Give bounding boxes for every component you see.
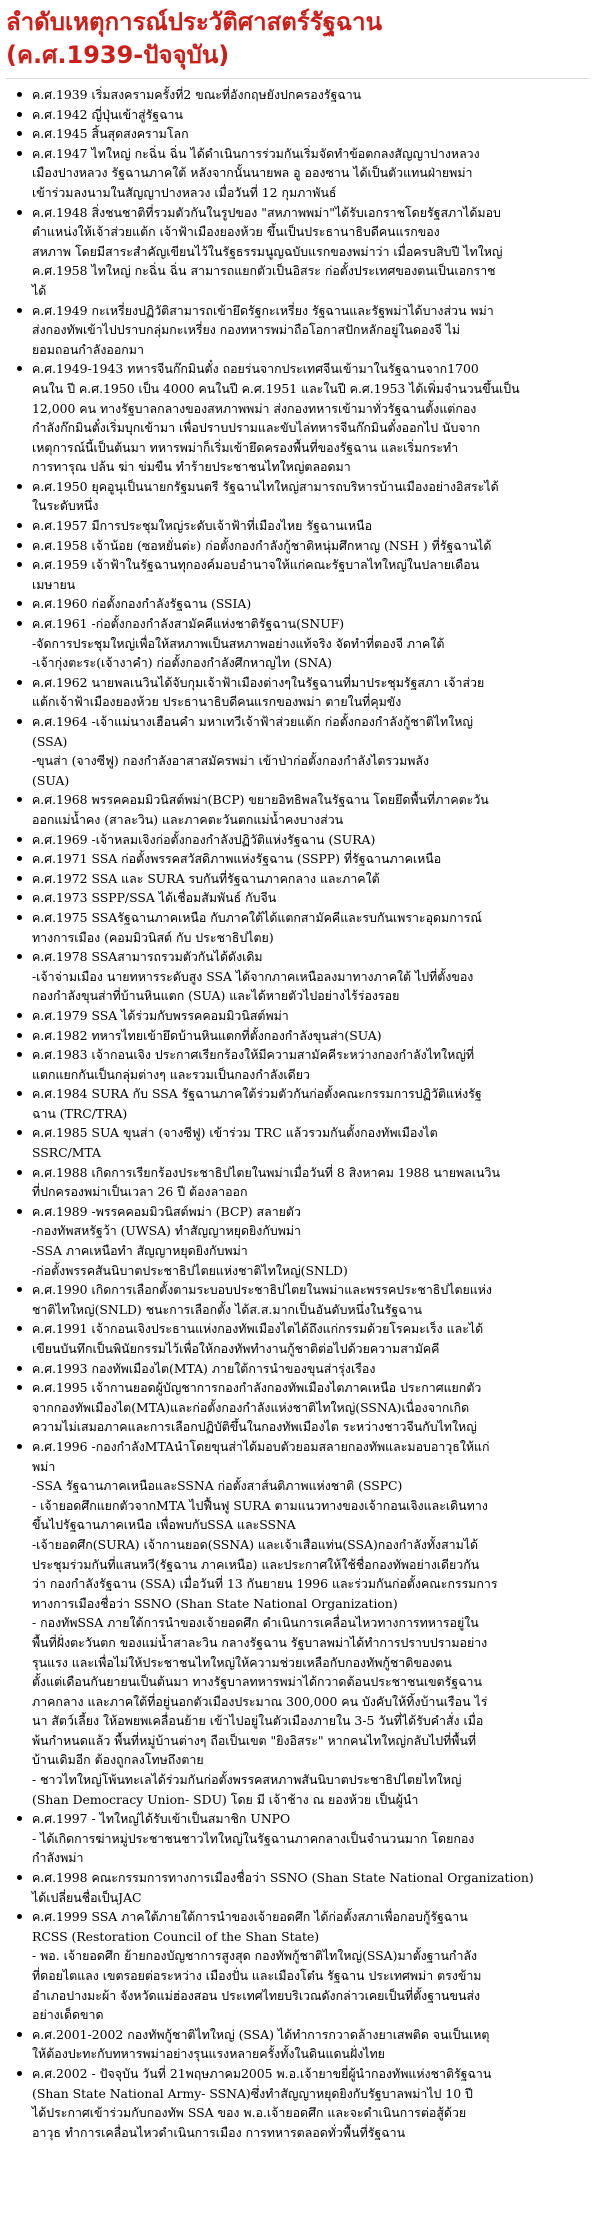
- event-text-line: ค.ศ.1960 ก่อตั้งกองกำลังรัฐฉาน (SSIA): [32, 596, 252, 612]
- event-item: [32, 359, 589, 477]
- event-text-line: เหตุการณ์นี้เป็นต้นมา ทหารพม่าก็เริ่มเข้ายึดครองพื้นที่ของรัฐฉาน และเริ่มกระทำ: [32, 439, 459, 455]
- event-item: [32, 1163, 589, 1202]
- event-text-line: -ก่อตั้งพรรคสันนิบาตประชาธิปไตยแห่งชาติไทใหญ่(SNLD): [32, 1262, 348, 1278]
- bullet-icon: [17, 484, 22, 489]
- event-text-line: ได้เปลี่ยนชื่อเป็นJAC: [32, 1889, 142, 1905]
- event-text-line: ค.ศ.1988 เกิดการเรียกร้องประชาธิปไตยในพม่าเมื่อวันที่ 8 สิงหาคม 1988 นายพลเนวิน: [32, 1164, 500, 1180]
- bullet-icon: [17, 562, 22, 567]
- title-divider: [6, 78, 589, 79]
- bullet-icon: [17, 523, 22, 528]
- event-item: [32, 536, 589, 556]
- bullet-icon: [17, 895, 22, 900]
- event-text-line: ค.ศ.1993 กองทัพเมืองไต(MTA) ภายใต้การนำของขุนส่ารุ่งเรือง: [32, 1360, 376, 1376]
- event-text-line: ขึ้นไปรัฐฉานภาคเหนือ เพื่อพบกับSSA และSSNA: [32, 1517, 296, 1533]
- bullet-icon: [17, 1209, 22, 1214]
- event-text-line: -กองทัพสหรัฐว้า (UWSA) ทำสัญญาหยุดยิงกับพม่า: [32, 1223, 302, 1239]
- event-item: [32, 1006, 589, 1026]
- event-item: [32, 105, 589, 125]
- event-item: [32, 947, 589, 1006]
- event-text-line: -เจ้ายอดศึก(SURA) เจ้ากานยอด(SSNA) และเจ้าเสือแท่น(SSA)กองกำลังทั้งสามได้: [32, 1536, 479, 1552]
- event-text-line: -SSA รัฐฉานภาคเหนือและSSNA ก่อตั้งสาส์นติภาพแห่งชาติ (SSPC): [32, 1478, 403, 1494]
- event-item: [32, 85, 589, 105]
- event-text-line: ให้ต้องปะทะกับทหารพม่าอย่างรุนแรงหลายครั้งทั้งในดินแดนฝั่งไทย: [32, 2046, 385, 2062]
- event-text-line: ค.ศ.1959 เจ้าฟ้าในรัฐฉานทุกองค์มอบอำนาจให้แก่คณะรัฐบาลไทใหญ่ในปลายเดือน: [32, 557, 480, 573]
- event-text-line: ส่งกองทัพเข้าไปปราบกลุ่มกะเหรี่ยง กองทหารพม่าถือโอกาสปักหลักอยู่ในดองจี ไม่: [32, 322, 461, 338]
- bullet-icon: [17, 876, 22, 881]
- event-text-line: ทางการเมืองชื่อว่า SSNO (Shan State National Organization): [32, 1595, 398, 1611]
- event-text-line: -SSA ภาคเหนือทำ สัญญาหยุดยิงกับพม่า: [32, 1243, 248, 1259]
- bullet-icon: [17, 1444, 22, 1449]
- bullet-icon: [17, 1170, 22, 1175]
- event-item: [32, 1045, 589, 1084]
- event-text-line: ค.ศ.1958 ไทใหญ่ กะฉิ่น ฉิ่น สามารถแยกตัวเป็นอิสระ ก่อตั้งประเทศของตนเป็นเอกราช: [32, 263, 496, 279]
- bullet-icon: [17, 797, 22, 802]
- event-text-line: ได้ประกาศเข้าร่วมกับกองทัพ SSA ของ พ.อ.เจ้ายอดศึก และจะดำเนินการต่อสู้ด้วย: [32, 2105, 467, 2121]
- bullet-icon: [17, 1013, 22, 1018]
- event-text-line: ค.ศ.1968 พรรคคอมมิวนิสต์พม่า(BCP) ขยายอิทธิพลในรัฐฉาน โดยยึดพื้นที่ภาคตะวัน: [32, 792, 489, 808]
- event-text-line: - เจ้ายอดศึกแยกตัวจากMTA ไปฟื้นฟู SURA ตามแนวทางของเจ้ากอนเจิงและเดินทาง: [32, 1497, 488, 1513]
- bullet-icon: [17, 112, 22, 117]
- event-text-line: ค.ศ.1999 SSA ภาคใต้ภายใต้การนำของเจ้ายอดศึก ได้ก่อตั้งสภาเพื่อกอบกู้รัฐฉาน: [32, 1909, 468, 1925]
- event-item: [32, 790, 589, 829]
- event-text-line: ค.ศ.1989 -พรรคคอมมิวนิสต์พม่า (BCP) สลายตัว: [32, 1203, 301, 1219]
- event-text-line: ค.ศ.1957 มีการประชุมใหญ่ระดับเจ้าฟ้าที่เมืองไหย รัฐฉานเหนือ: [32, 518, 373, 534]
- event-item: [32, 1907, 589, 2025]
- bullet-icon: [17, 1914, 22, 1919]
- event-text-line: ค.ศ.1990 เกิดการเลือกตั้งตามระบอบประชาธิปไตยในพม่าและพรรคประชาธิปไตยแห่ง: [32, 1282, 492, 1298]
- event-text-line: ค.ศ.1995 เจ้ากานยอดผู้บัญชาการกองกำลังกองทัพเมืองไตภาคเหนือ ประกาศแยกตัว: [32, 1380, 482, 1396]
- event-text-line: บ้านเดิมอีก ต้องถูกลงโทษถึงตาย: [32, 1752, 204, 1768]
- event-item: [32, 1359, 589, 1379]
- event-text-line: - ชาวไทใหญ่โพ้นทะเลได้ร่วมกันก่อตั้งพรรคสหภาพสันนิบาตประชาธิปไตยไทใหญ่: [32, 1772, 462, 1788]
- bullet-icon: [17, 1287, 22, 1292]
- event-item: [32, 144, 589, 203]
- event-text-line: ที่ดอยไตแลง เขตรอยต่อระหว่าง เมืองปั่น และเมืองโต๋น รัฐฉาน ประเทศพม่า ตรงข้าม: [32, 1968, 482, 1983]
- event-text-line: อาวุธ ทำการเคลื่อนไหวดำเนินการเมือง การทหารตลอดทั่วพื้นที่รัฐฉาน: [32, 2124, 406, 2140]
- bullet-icon: [17, 601, 22, 606]
- bullet-icon: [17, 1816, 22, 1821]
- event-item: [32, 673, 589, 712]
- event-item: [32, 849, 589, 869]
- bullet-icon: [17, 1326, 22, 1331]
- event-text-line: ค.ศ.1984 SURA กับ SSA รัฐฉานภาคใต้ร่วมตัวกันก่อตั้งคณะกรรมการปฏิวัติแห่งรัฐ: [32, 1086, 482, 1102]
- event-text-line: ที่ปกครองพม่าเป็นเวลา 26 ปี ต้องลาออก: [32, 1184, 248, 1200]
- event-item: [32, 1084, 589, 1123]
- event-item: [32, 1809, 589, 1868]
- event-text-line: ตำแหน่งให้เจ้าส่วยแต้ก เจ้าฟ้าเมืองยองห้วย ขึ้นเป็นประธานาธิบดีคนแรกของ: [32, 224, 440, 240]
- event-text-line: อย่างเด็ดขาด: [32, 2007, 104, 2023]
- bullet-icon: [17, 2071, 22, 2076]
- event-item: [32, 908, 589, 947]
- event-item: [32, 516, 589, 536]
- page-title: [6, 6, 589, 72]
- event-text-line: เข้าร่วมลงนามในสัญญาปางหลวง เมื่อวันที่ 12 กุมภาพันธ์: [32, 184, 337, 200]
- bullet-icon: [17, 680, 22, 685]
- title-line: ลำดับเหตุการณ์ประวัติศาสตร์รัฐฉาน: [6, 8, 383, 36]
- event-item: [32, 1868, 589, 1907]
- bullet-icon: [17, 837, 22, 842]
- event-item: [32, 1378, 589, 1437]
- bullet-icon: [17, 1875, 22, 1880]
- event-text-line: ค.ศ.2002 - ปัจจุบัน วันที่ 21พฤษภาคม2005 พ.อ.เจ้ายาขยี่ผู้นำกองทัพแห่งชาติรัฐฉาน: [32, 2065, 492, 2081]
- event-text-line: คนใน ปี ค.ศ.1950 เป็น 4000 คนในปี ค.ศ.1951 และในปี ค.ศ.1953 ได้เพิ่มจำนวนขึ้นเป็น: [32, 380, 520, 396]
- event-item: [32, 2064, 589, 2142]
- event-text-line: ค.ศ.1950 ยุคอูนุเป็นนายกรัฐมนตรี รัฐฉานไทใหญ่สามารถบริหารบ้านเมืองอย่างอิสระได้: [32, 478, 499, 494]
- event-text-line: ค.ศ.1962 นายพลเนวินได้จับกุมเจ้าฟ้าเมืองต่างๆในรัฐฉานที่มาประชุมรัฐสภา เจ้าส่วย: [32, 674, 485, 690]
- event-item: [32, 1123, 589, 1162]
- event-text-line: - กองทัพSSA ภายใต้การนำของเจ้ายอดศึก ดำเนินการเคลื่อนไหวทางการทหารอยู่ใน: [32, 1615, 479, 1631]
- event-text-line: แตกแยกกันเป็นกลุ่มต่างๆ และรวมเป็นกองกำลังเดียว: [32, 1066, 310, 1082]
- event-text-line: การทารุณ ปล้น ฆ่า ข่มขืน ทำร้ายประชาชนไทใหญ่ตลอดมา: [32, 459, 351, 475]
- event-text-line: 12,000 คน ทางรัฐบาลกลางของสหภาพพม่า ส่งกองทหารเข้ามาทั่วรัฐฉานตั้งแต่กอง: [32, 400, 477, 416]
- event-text-line: เขียนบันทึกเป็นพินัยกรรมไว้เพื่อให้กองทัพทำงานกู้ชาติต่อไปด้วยความสามัคคี: [32, 1341, 440, 1356]
- event-text-line: ค.ศ.1945 สิ้นสุดสงครามโลก: [32, 126, 189, 142]
- event-item: [32, 1437, 589, 1809]
- event-item: [32, 888, 589, 908]
- event-text-line: -เจ้ากุ่งตะระ(เจ้างาคำ) ก่อตั้งกองกำลังศึกหาญไท (SNA): [32, 655, 332, 671]
- bullet-icon: [17, 366, 22, 371]
- bullet-icon: [17, 151, 22, 156]
- event-item: [32, 594, 589, 614]
- event-text-line: -ขุนส่า (จางซีฟู) กองกำลังอาสาสมัครพม่า เข้าป่าก่อตั้งกองกำลังไตรวมพลัง: [32, 753, 430, 769]
- event-text-line: ค.ศ.1971 SSA ก่อตั้งพรรคสวัสดิภาพแห่งรัฐฉาน (SSPP) ที่รัฐฉานภาคเหนือ: [32, 851, 442, 867]
- event-text-line: แต้กเจ้าฟ้าเมืองยองห้วย ประธานาธิบดีคนแรกของพม่า ตายในที่คุมขัง: [32, 694, 402, 710]
- event-text-line: สหภาพ โดยมีสาระสำคัญเขียนไว้ในรัฐธรรมนูญฉบับแรกของพม่าว่า เมื่อครบสิบปี ไทใหญ่: [32, 243, 503, 259]
- event-item: [32, 477, 589, 516]
- event-item: [32, 124, 589, 144]
- event-text-line: กำลังก๊กมินตั๋งเริ่มบุกเข้ามา เพื่อปราบปรามและขับไล่ทหารจีนก๊กมินตั๋งออกไป นับจาก: [32, 420, 481, 436]
- event-text-line: ค.ศ.1972 SSA และ SURA รบกันที่รัฐฉานภาคกลาง และภาคใต้: [32, 870, 380, 886]
- event-item: [32, 830, 589, 850]
- event-text-line: ค.ศ.1991 เจ้ากอนเจิงประธานแห่งกองทัพเมืองไตได้ถึงแก่กรรมด้วยโรคมะเร็ง และได้: [32, 1321, 484, 1337]
- event-text-line: ค.ศ.1998 คณะกรรมการทางการเมืองชื่อว่า SSNO (Shan State National Organization): [32, 1870, 534, 1886]
- bullet-icon: [17, 915, 22, 920]
- event-text-line: เมษายน: [32, 576, 76, 592]
- event-text-line: จากกองทัพเมืองไต(MTA)และก่อตั้งกองกำลังแห่งชาติไทใหญ่(SSNA)เนื่องจากเกิด: [32, 1399, 470, 1415]
- event-text-line: พม่า: [32, 1458, 56, 1474]
- event-text-line: ค.ศ.1983 เจ้ากอนเจิง ประกาศเรียกร้องให้มีความสามัคคีระหว่างกองกำลังไทใหญ่ที่: [32, 1047, 475, 1063]
- event-text-line: ค.ศ.1949-1943 ทหารจีนก๊กมินตั๋ง ถอยร่นจากประเทศจีนเข้ามาในรัฐฉานจาก1700: [32, 361, 479, 377]
- bullet-icon: [17, 1366, 22, 1371]
- event-text-line: ค.ศ.1997 - ไทใหญ่ได้รับเข้าเป็นสมาชิก UNPO: [32, 1811, 291, 1827]
- event-text-line: (Shan State National Army- SSNA)ซึ่งทำสัญญาหยุดยิงกับรัฐบาลพม่าไป 10 ปี: [32, 2085, 473, 2101]
- event-text-line: ค.ศ.1979 SSA ได้ร่วมกับพรรคคอมมิวนิสต์พม่า: [32, 1007, 289, 1023]
- bullet-icon: [17, 1130, 22, 1135]
- event-text-line: ว่า กองกำลังรัฐฉาน (SSA) เมื่อวันที่ 13 กันยายน 1996 และร่วมกันก่อตั้งคณะกรรมการ: [32, 1576, 498, 1592]
- event-text-line: ชาติไทใหญ่(SNLD) ชนะการเลือกตั้ง ได้ส.ส.มากเป็นอันดับหนึ่งในรัฐฉาน: [32, 1301, 423, 1317]
- event-text-line: - พอ. เจ้ายอดศึก ย้ายกองบัญชาการสูงสุด กองทัพกู้ชาติไทใหญ่(SSA)มาตั้งฐานกำลัง: [32, 1948, 478, 1964]
- event-text-line: ค.ศ.2001-2002 กองทัพกู้ชาติไทใหญ่ (SSA) ได้ทำการกวาดล้างยาเสพติด จนเป็นเหตุ: [32, 2026, 490, 2042]
- event-item: [32, 1026, 589, 1046]
- event-text-line: -เจ้าจ่ามเมือง นายทหารระดับสูง SSA ได้จากภาคเหนือลงมาทางภาคใต้ ไปที่ตั้งของ: [32, 968, 474, 984]
- event-text-line: ค.ศ.1939 เริ่มสงครามครั้งที่2 ขณะที่อังกฤษยังปกครองรัฐฉาน: [32, 87, 362, 102]
- event-item: [32, 1202, 589, 1280]
- event-text-line: ยอมถอนกำลังออกมา: [32, 341, 144, 357]
- event-text-line: ค.ศ.1982 ทหารไทยเข้ายึดบ้านหินแตกที่ตั้งกองกำลังขุนส่า(SUA): [32, 1027, 382, 1043]
- event-text-line: ในระดับหนึ่ง: [32, 498, 99, 514]
- bullet-icon: [17, 954, 22, 959]
- event-item: [32, 1280, 589, 1319]
- event-text-line: ความไม่เสมอภาคและการเลือกปฏิบัติขึ้นในกองทัพเมืองไต ระหว่างชาวจีนกับไทใหญ่: [32, 1419, 477, 1435]
- event-text-line: กองกำลังขุนส่าที่บ้านหินแตก (SUA) และได้หายตัวไปอย่างไร้ร่องรอย: [32, 988, 400, 1004]
- event-text-line: ตั้งแต่เดือนกันยายนเป็นต้นมา ทางรัฐบาลทหารพม่าได้กวาดต้อนประชาชนเขตรัฐฉาน: [32, 1674, 482, 1690]
- event-item: [32, 203, 589, 301]
- event-item: [32, 301, 589, 360]
- event-text-line: ค.ศ.1942 ญี่ปุ่นเข้าสู่รัฐฉาน: [32, 106, 183, 122]
- event-text-line: รุนแรง และเพื่อไม่ให้ประชาชนไทใหญ่ให้ความช่วยเหลือกับกองทัพกู้ชาติของตน: [32, 1654, 452, 1670]
- bullet-icon: [17, 131, 22, 136]
- event-text-line: พ้นกำหนดแล้ว พื้นที่หมู่บ้านต่างๆ ถือเป็นเขต "ยิงอิสระ" หากคนไทใหญ่กลับไปที่พื้นที่: [32, 1732, 477, 1748]
- event-text-line: ค.ศ.1948 สิ่งชนชาติที่รวมตัวกันในรูปของ "สหภาพพม่า"ได้รับเอกราชโดยรัฐสภาได้มอบ: [32, 204, 501, 220]
- event-text-line: - ได้เกิดการฆ่าหมู่ประชาชนชาวไทใหญ่ในรัฐฉานภาคกลางเป็นจำนวนมาก โดยกอง: [32, 1830, 475, 1846]
- event-text-line: อำเภอปางมะผ้า จังหวัดแม่ฮ่องสอน ประเทศไทยบริเวณดังกล่าวเคยเป็นที่ตั้งฐานขนส่ง: [32, 1987, 481, 2003]
- bullet-icon: [17, 2032, 22, 2037]
- event-text-line: ค.ศ.1975 SSAรัฐฉานภาคเหนือ กับภาคใต้ได้แตกสามัคคีและรบกันเพราะอุดมการณ์: [32, 909, 482, 925]
- event-text-line: ภาคกลาง และภาคใต้ที่อยู่นอกตัวเมืองประมาณ 300,000 คน บังคับให้ทิ้งบ้านเรือน ไร่: [32, 1693, 488, 1709]
- event-text-line: ค.ศ.1969 -เจ้าหลมเจิงก่อตั้งกองกำลังปฏิวัติแห่งรัฐฉาน (SURA): [32, 831, 376, 847]
- event-item: [32, 712, 589, 790]
- event-text-line: นา สัตว์เลี้ยง ให้อพยพเคลื่อนย้าย เข้าไปอยู่ในตัวเมืองภายใน 3-5 วันที่ได้รับคำสั่ง เมื่อ: [32, 1713, 484, 1729]
- event-text-line: RCSS (Restoration Council of the Shan State): [32, 1928, 320, 1944]
- event-text-line: ค.ศ.1985 SUA ขุนส่า (จางซีฟู) เข้าร่วม TRC แล้วรวมกันตั้งกองทัพเมืองไต: [32, 1125, 438, 1141]
- event-text-line: ค.ศ.1978 SSAสามารถรวมตัวกันได้ดังเดิม: [32, 949, 263, 965]
- event-text-line: กำลังพม่า: [32, 1850, 84, 1866]
- bullet-icon: [17, 1091, 22, 1096]
- event-item: [32, 555, 589, 594]
- event-text-line: ค.ศ.1996 -กองกำลังMTAนำโดยขุนส่าได้มอบตัวยอมสลายกองทัพและมอบอาวุธให้แก่: [32, 1438, 490, 1454]
- event-text-line: ได้: [32, 282, 47, 298]
- event-text-line: SSRC/MTA: [32, 1145, 101, 1161]
- event-text-line: ฉาน (TRC/TRA): [32, 1105, 128, 1121]
- bullet-icon: [17, 856, 22, 861]
- event-text-line: เมืองปางหลวง รัฐฉานภาคใต้ หลังจากนั้นนายพล อู อองซาน ได้เป็นตัวแทนฝ่ายพม่า: [32, 165, 473, 181]
- bullet-icon: [17, 1385, 22, 1390]
- bullet-icon: [17, 621, 22, 626]
- event-item: [32, 869, 589, 889]
- bullet-icon: [17, 1052, 22, 1057]
- event-item: [32, 2025, 589, 2064]
- event-text-line: ทางการเมือง (คอมมิวนิสต์ กับ ประชาธิปไตย): [32, 929, 274, 945]
- bullet-icon: [17, 92, 22, 97]
- event-item: [32, 614, 589, 673]
- event-text-line: -จัดการประชุมใหญ่เพื่อให้สหภาพเป็นสหภาพอย่างแท้จริง จัดทำที่ตองจี ภาคใต้: [32, 635, 445, 651]
- bullet-icon: [17, 308, 22, 313]
- event-text-line: ประชุมร่วมกันที่แสนหวี(รัฐฉาน ภาคเหนือ) และประกาศให้ใช้ชื่อกองทัพอย่างเดียวกัน: [32, 1556, 480, 1572]
- event-text-line: ค.ศ.1964 -เจ้าแม่นางเฮือนคำ มหาเทวีเจ้าฟ้าส่วยแต้ก ก่อตั้งกองกำลังกู้ชาติไทใหญ่: [32, 714, 473, 729]
- event-text-line: ค.ศ.1958 เจ้าน้อย (ซอหยั่นต่ะ) ก่อตั้งกองกำลังกู้ชาติหนุ่มศึกหาญ (NSH ) ที่รัฐฉานได้: [32, 537, 492, 553]
- event-text-line: ค.ศ.1947 ไทใหญ่ กะฉิ่น ฉิ่น ได้ดำเนินการร่วมกันเริ่มจัดทำข้อตกลงสัญญาปางหลวง: [32, 145, 480, 161]
- event-text-line: ค.ศ.1961 -ก่อตั้งกองกำลังสามัคคีแห่งชาติรัฐฉาน(SNUF): [32, 616, 345, 632]
- event-text-line: (SUA): [32, 772, 70, 788]
- bullet-icon: [17, 719, 22, 724]
- bullet-icon: [17, 1033, 22, 1038]
- event-text-line: พื้นที่ฝั่งตะวันตก ของแม่น้ำสาละวิน กลางรัฐฉาน รัฐบาลพม่าได้ทำการปราบปรามอย่าง: [32, 1634, 488, 1650]
- event-text-line: ค.ศ.1949 กะเหรี่ยงปฏิวัติสามารถเข้ายึดรัฐกะเหรี่ยง รัฐฉานและรัฐพม่าได้บางส่วน พม่า: [32, 302, 494, 318]
- bullet-icon: [17, 210, 22, 215]
- event-item: [32, 1319, 589, 1358]
- event-text-line: (SSA): [32, 733, 68, 749]
- title-line: (ค.ศ.1939-ปัจจุบัน): [6, 41, 230, 69]
- event-text-line: ออกแม่น้ำคง (สาละวิน) และภาคตะวันตกแม่น้ำคงบางส่วน: [32, 811, 344, 827]
- event-list: [6, 85, 589, 2142]
- bullet-icon: [17, 543, 22, 548]
- event-text-line: ค.ศ.1973 SSPP/SSA ได้เชื่อมสัมพันธ์ กับจีน: [32, 890, 277, 906]
- event-text-line: (Shan Democracy Union- SDU) โดย มี เจ้าช้าง ณ ยองห้วย เป็นผู้นำ: [32, 1791, 419, 1807]
